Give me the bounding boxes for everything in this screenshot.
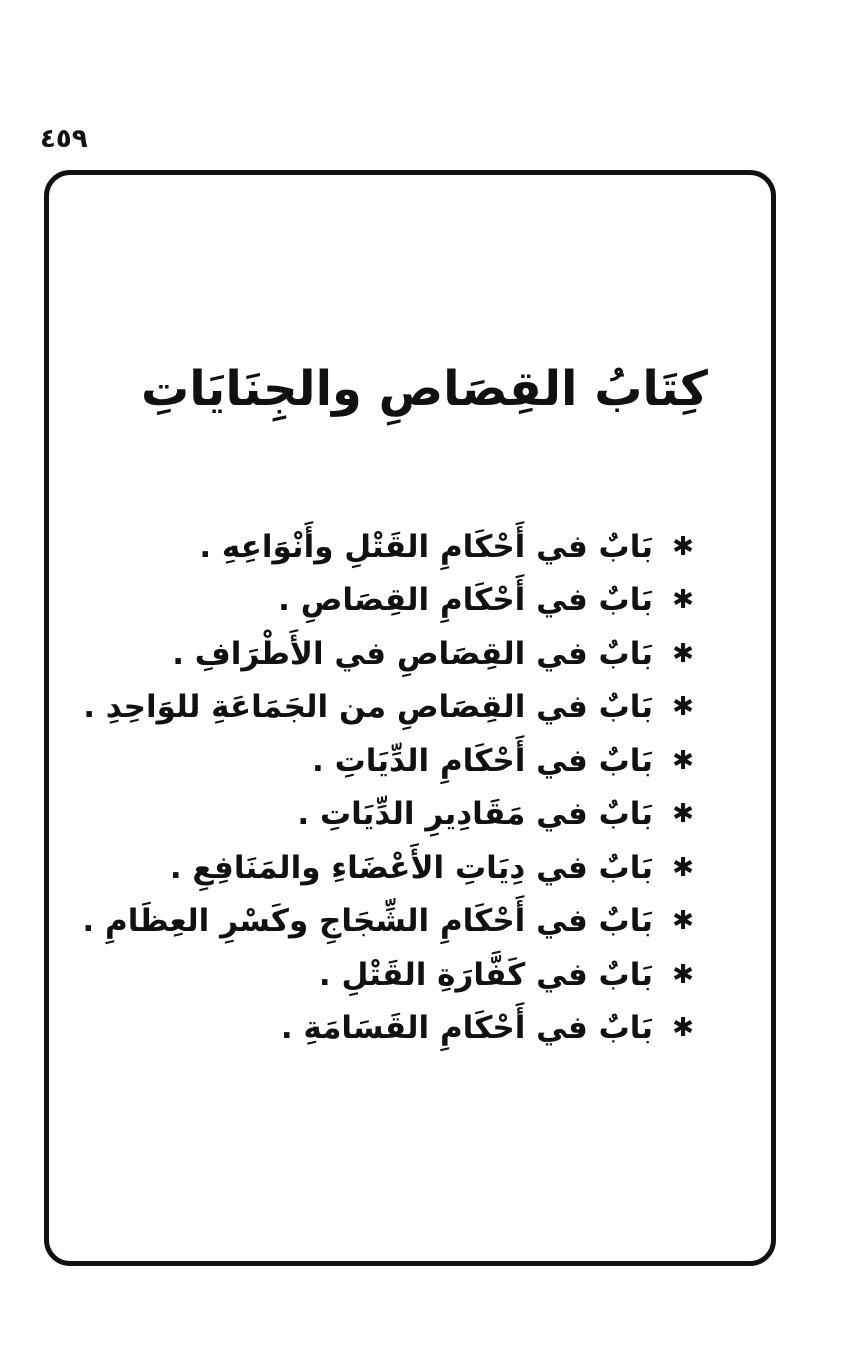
list-item bbox=[82, 841, 697, 895]
section-title: بَابٌ في أَحْكَامِ القَسَامَةِ . bbox=[280, 1010, 653, 1047]
section-title: بَابٌ في دِيَاتِ الأَعْضَاءِ والمَنَافِعِ . bbox=[169, 849, 653, 886]
asterisk-icon: ✱ bbox=[672, 1013, 694, 1044]
section-title: بَابٌ في القِصَاصِ من الجَمَاعَةِ للوَاحِدِ . bbox=[83, 689, 653, 726]
list-item bbox=[82, 574, 697, 628]
asterisk-icon: ✱ bbox=[672, 745, 694, 776]
section-list bbox=[82, 520, 697, 1055]
list-item bbox=[82, 734, 697, 788]
asterisk-icon: ✱ bbox=[672, 799, 694, 830]
section-title: بَابٌ في أَحْكَامِ القَتْلِ وأَنْوَاعِهِ . bbox=[199, 528, 653, 565]
section-title: بَابٌ في القِصَاصِ في الأَطْرَافِ . bbox=[172, 635, 653, 672]
list-item bbox=[82, 948, 697, 1002]
section-title: بَابٌ في أَحْكَامِ الشِّجَاجِ وكَسْرِ العِظَامِ . bbox=[82, 903, 653, 940]
asterisk-icon: ✱ bbox=[672, 906, 694, 937]
section-title: بَابٌ في مَقَادِيرِ الدِّيَاتِ . bbox=[297, 796, 653, 833]
asterisk-icon: ✱ bbox=[672, 585, 694, 616]
asterisk-icon: ✱ bbox=[672, 852, 694, 883]
asterisk-icon: ✱ bbox=[672, 959, 694, 990]
list-item bbox=[82, 681, 697, 735]
list-item bbox=[82, 627, 697, 681]
list-item bbox=[82, 1002, 697, 1056]
asterisk-icon: ✱ bbox=[672, 531, 694, 562]
page-number: ٤٥٩ bbox=[40, 124, 88, 154]
section-title: بَابٌ في كَفَّارَةِ القَتْلِ . bbox=[318, 956, 653, 993]
section-title: بَابٌ في أَحْكَامِ القِصَاصِ . bbox=[278, 582, 653, 619]
asterisk-icon: ✱ bbox=[672, 692, 694, 723]
list-item bbox=[82, 788, 697, 842]
chapter-title: كِتَابُ القِصَاصِ والجِنَايَاتِ bbox=[141, 361, 708, 417]
list-item bbox=[82, 895, 697, 949]
list-item bbox=[82, 520, 697, 574]
section-title: بَابٌ في أَحْكَامِ الدِّيَاتِ . bbox=[312, 742, 653, 779]
asterisk-icon: ✱ bbox=[672, 638, 694, 669]
